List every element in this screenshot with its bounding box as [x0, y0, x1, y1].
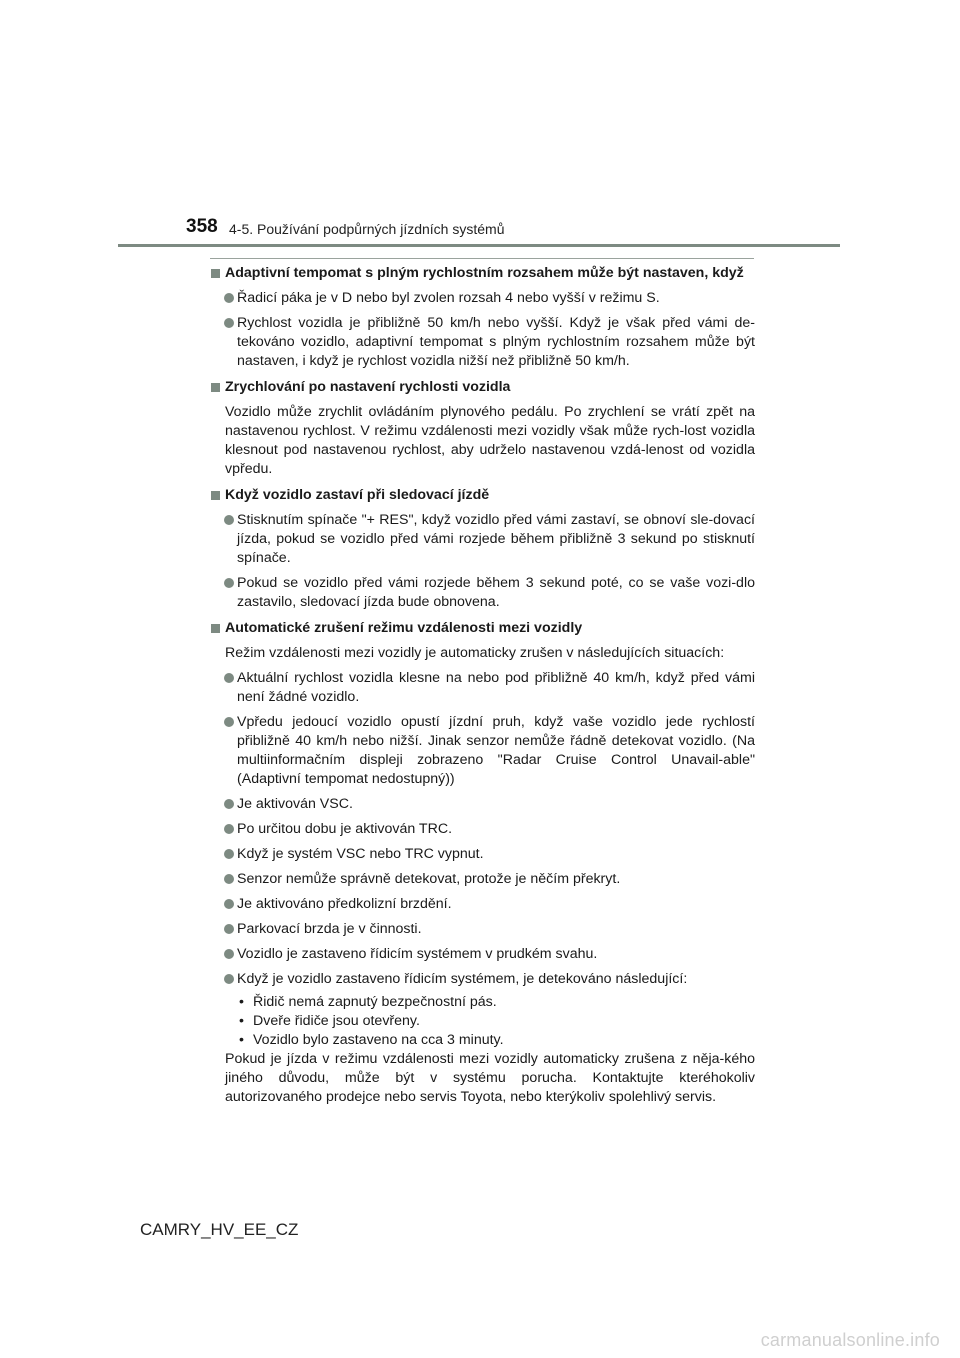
circle-bullet-icon	[224, 924, 234, 934]
list-item-text: Parkovací brzda je v činnosti.	[237, 921, 422, 937]
circle-bullet-icon	[224, 874, 234, 884]
list-item-text: Řadicí páka je v D nebo byl zvolen rozsah 4 nebo vyšší v režimu S.	[237, 290, 660, 306]
list-item	[209, 713, 755, 789]
document-code: CAMRY_HV_EE_CZ	[140, 1220, 299, 1239]
sub-list-item-text: Řidič nemá zapnutý bezpečnostní pás.	[253, 994, 497, 1010]
circle-bullet-icon	[224, 515, 234, 525]
section-divider	[210, 258, 754, 259]
section-auto-cancel	[209, 619, 755, 1107]
list-item-text: Když je vozidlo zastaveno řídicím systémem, je detekováno následující:	[237, 971, 688, 987]
square-bullet-icon	[211, 383, 220, 392]
page-content	[209, 264, 755, 1114]
circle-bullet-icon	[224, 318, 234, 328]
sub-list-item	[239, 1031, 755, 1050]
watermark: carmanualsonline.info	[760, 1330, 940, 1350]
circle-bullet-icon	[224, 824, 234, 834]
list-item-text: Senzor nemůže správně detekovat, protože je něčím překryt.	[237, 871, 621, 887]
circle-bullet-icon	[224, 578, 234, 588]
list-item	[209, 970, 755, 989]
list-item	[209, 669, 755, 707]
list-item-text: Vozidlo je zastaveno řídicím systémem v prudkém svahu.	[237, 946, 598, 962]
list-item-text: Aktuální rychlost vozidla klesne na nebo pod přibližně 40 km/h, když před vámi není žádné vozidlo.	[237, 670, 755, 705]
circle-bullet-icon	[224, 974, 234, 984]
dot-bullet-icon: •	[239, 1013, 244, 1029]
circle-bullet-icon	[224, 293, 234, 303]
list-item-text: Je aktivováno předkolizní brzdění.	[237, 896, 452, 912]
circle-bullet-icon	[224, 899, 234, 909]
sub-list	[209, 993, 755, 1050]
list-item	[209, 845, 755, 864]
list-item	[209, 289, 755, 308]
heading-text: Zrychlování po nastavení rychlosti vozidla	[225, 379, 511, 395]
list-item	[209, 870, 755, 889]
list-item	[209, 511, 755, 568]
circle-bullet-icon	[224, 799, 234, 809]
chapter-title: 4-5. Používání podpůrných jízdních systémů	[229, 221, 505, 237]
section-heading	[209, 378, 755, 397]
circle-bullet-icon	[224, 949, 234, 959]
section-acceleration	[209, 378, 755, 479]
dot-bullet-icon: •	[239, 994, 244, 1010]
sub-list-item-text: Dveře řidiče jsou otevřeny.	[253, 1013, 420, 1029]
list-item-text: Vpředu jedoucí vozidlo opustí jízdní pruh, když vaše vozidlo jede rychlostí přibližně 40 km/h nebo nižší. Jinak senzor nemůže řádně detekovat vozidlo. (Na multiinformačním displeji zobrazeno "Radar Cruise Control Unavail-able" (Adaptivní tempomat nedostupný))	[237, 714, 755, 787]
section-heading	[209, 264, 755, 283]
list-item-text: Když je systém VSC nebo TRC vypnut.	[237, 846, 484, 862]
circle-bullet-icon	[224, 849, 234, 859]
square-bullet-icon	[211, 491, 220, 500]
square-bullet-icon	[211, 624, 220, 633]
sub-list-item	[239, 993, 755, 1012]
list-item	[209, 820, 755, 839]
closing-paragraph: Pokud je jízda v režimu vzdálenosti mezi vozidly automaticky zrušena z něja-kého jiného důvodu, může být v systému porucha. Kontaktujte kteréhokoliv autorizovaného prodejce nebo servis Toyota, nebo kterýkoliv spolehlivý servis.	[225, 1051, 755, 1105]
list-item-text: Pokud se vozidlo před vámi rozjede během 3 sekund poté, co se vaše vozi-dlo zastavilo, sledovací jízda bude obnovena.	[237, 575, 755, 610]
heading-text: Když vozidlo zastaví při sledovací jízdě	[225, 487, 490, 503]
dot-bullet-icon: •	[239, 1032, 244, 1048]
list-item-text: Po určitou dobu je aktivován TRC.	[237, 821, 453, 837]
list-item	[209, 895, 755, 914]
sub-list-item-text: Vozidlo bylo zastaveno na cca 3 minuty.	[253, 1032, 504, 1048]
heading-text: Automatické zrušení režimu vzdálenosti mezi vozidly	[225, 620, 583, 636]
list-item	[209, 945, 755, 964]
circle-bullet-icon	[224, 673, 234, 683]
list-item-text: Je aktivován VSC.	[237, 796, 353, 812]
section-paragraph: Vozidlo může zrychlit ovládáním plynového pedálu. Po zrychlení se vrátí zpět na nastavenou rychlost. V režimu vzdálenosti mezi vozidly však může rych-lost vozidla klesnout pod nastavenou rychlost, aby udrželo nastavenou vzdá-lenost od vozidla vpředu.	[225, 404, 755, 477]
page-number: 358	[186, 216, 218, 237]
list-item-text: Rychlost vozidla je přibližně 50 km/h nebo vyšší. Když je však před vámi de-tekováno vozidlo, adaptivní tempomat s plným rychlostním rozsahem může být nastaven, i když je rychlost vozidla nižší než přibližně 50 km/h.	[237, 315, 755, 369]
heading-text: Adaptivní tempomat s plným rychlostním rozsahem může být nastaven, když	[225, 265, 744, 281]
list-item-text: Stisknutím spínače "+ RES", když vozidlo před vámi zastaví, se obnoví sle-dovací jízda, pokud se vozidlo před vámi rozjede během přibližně 3 sekund po stisknutí spínače.	[237, 512, 755, 566]
sub-list-item	[239, 1012, 755, 1031]
header-rule	[118, 244, 840, 247]
section-follow-stop	[209, 486, 755, 612]
section-paragraph: Režim vzdálenosti mezi vozidly je automaticky zrušen v následujících situacích:	[225, 645, 725, 661]
list-item	[209, 314, 755, 371]
section-heading	[209, 486, 755, 505]
list-item	[209, 795, 755, 814]
list-item	[209, 574, 755, 612]
circle-bullet-icon	[224, 717, 234, 727]
list-item	[209, 920, 755, 939]
section-full-range-set	[209, 264, 755, 371]
section-heading	[209, 619, 755, 638]
square-bullet-icon	[211, 269, 220, 278]
